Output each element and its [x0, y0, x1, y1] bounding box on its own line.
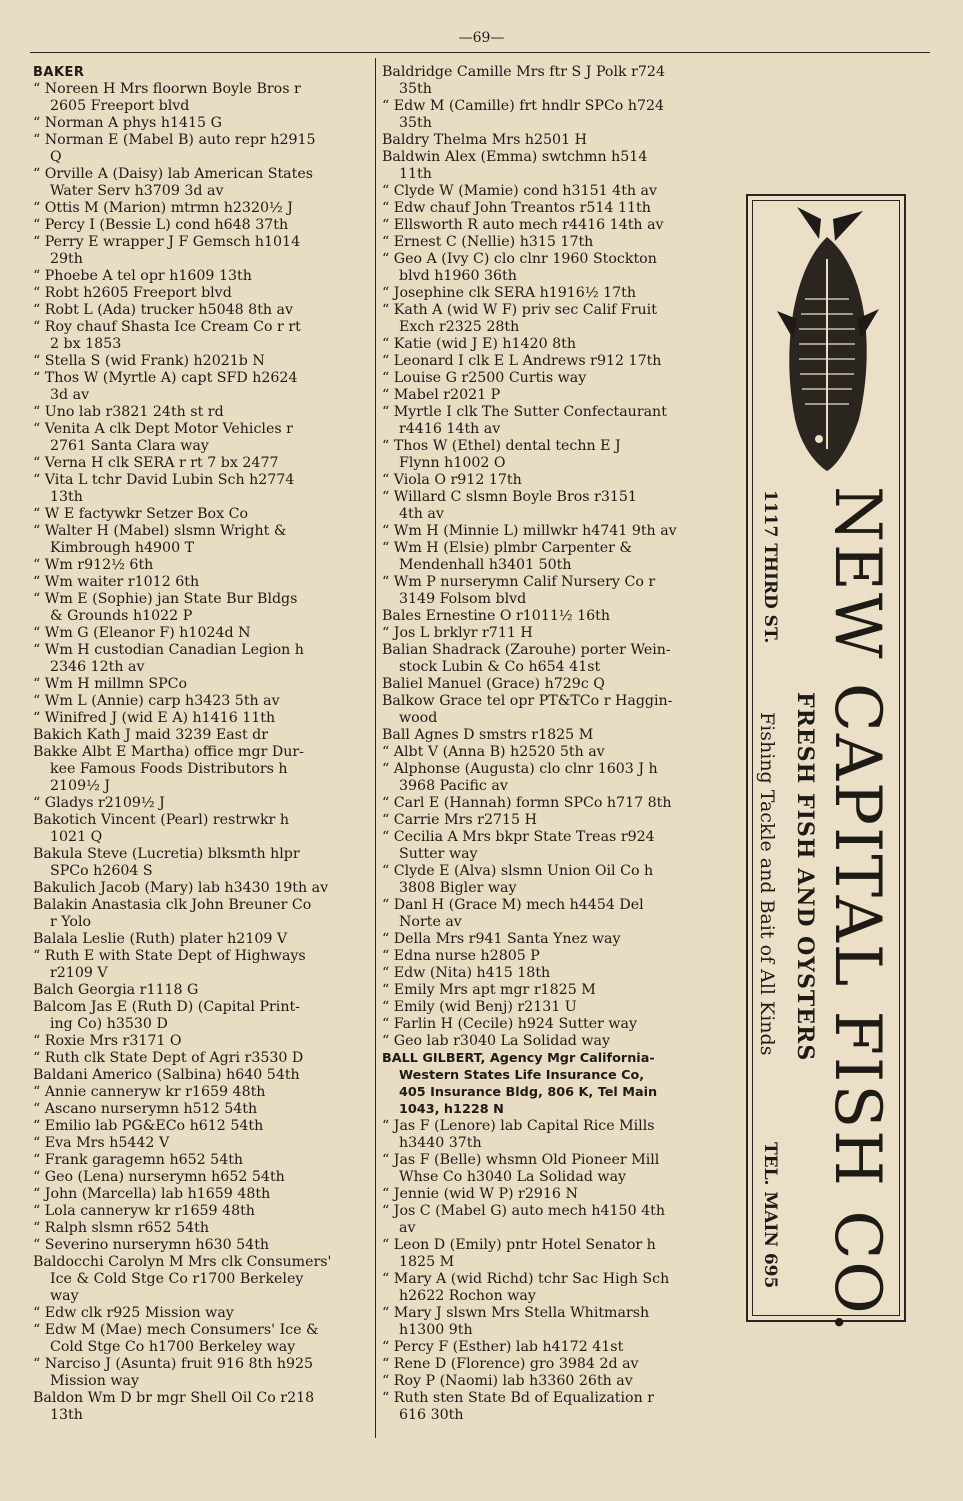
- directory-entry-line: 2109½ J: [50, 778, 111, 794]
- directory-entry-line: Kimbrough h4900 T: [50, 540, 195, 556]
- directory-entry-line: Balcom Jas E (Ruth D) (Capital Print-: [33, 999, 300, 1015]
- directory-entry-line: “ Roy P (Naomi) lab h3360 26th av: [382, 1373, 633, 1389]
- directory-entry-line: “ Ottis M (Marion) mtrmn h2320½ J: [33, 200, 293, 216]
- directory-entry-line: “ Annie canneryw kr r1659 48th: [33, 1084, 266, 1100]
- directory-entry-line: Western States Life Insurance Co,: [399, 1068, 645, 1083]
- directory-entry-line: “ Jas F (Lenore) lab Capital Rice Mills: [382, 1118, 655, 1134]
- directory-entry-line: Baldocchi Carolyn M Mrs clk Consumers': [33, 1254, 332, 1270]
- directory-entry-line: way: [50, 1288, 79, 1304]
- directory-entry-line: “ Jennie (wid W P) r2916 N: [382, 1186, 578, 1202]
- directory-entry-line: Balian Shadrack (Zarouhe) porter Wein-: [382, 642, 671, 658]
- directory-entry-line: “ Ascano nurserymn h512 54th: [33, 1101, 258, 1117]
- directory-entry-line: “ Mabel r2021 P: [382, 387, 501, 403]
- directory-entry-line: Mission way: [50, 1373, 139, 1389]
- directory-entry-line: “ Mary A (wid Richd) tchr Sac High Sch: [382, 1271, 670, 1287]
- directory-entry-line: “ Percy F (Esther) lab h4172 41st: [382, 1339, 624, 1355]
- directory-entry-line: 4th av: [399, 506, 444, 522]
- directory-entry-line: 1825 M: [399, 1254, 455, 1270]
- directory-entry-line: 2346 12th av: [50, 659, 145, 675]
- ad-address: 1117 THIRD ST.: [760, 490, 780, 644]
- directory-entry-line: “ Wm H custodian Canadian Legion h: [33, 642, 304, 658]
- directory-entry-line: “ Lola canneryw kr r1659 48th: [33, 1203, 255, 1219]
- directory-entry-line: SPCo h2604 S: [50, 863, 153, 879]
- directory-entry-line: “ Ruth sten State Bd of Equalization r: [382, 1390, 655, 1406]
- directory-entry-line: Exch r2325 28th: [399, 319, 520, 335]
- directory-entry-line: 3d av: [50, 387, 90, 403]
- directory-entry-line: “ Wm P nurserymn Calif Nursery Co r: [382, 574, 656, 590]
- directory-entry-line: “ Edw chauf John Treantos r514 11th: [382, 200, 651, 216]
- directory-entry-line: Flynn h1002 O: [399, 455, 506, 471]
- directory-entry-line: “ Verna H clk SERA r rt 7 bx 2477: [33, 455, 279, 471]
- directory-entry-line: “ Norman A phys h1415 G: [33, 115, 222, 131]
- directory-entry-line: “ Alphonse (Augusta) clo clnr 1603 J h: [382, 761, 658, 777]
- directory-entry-line: 1043, h1228 N: [399, 1102, 504, 1117]
- fish-company-advertisement: [746, 194, 906, 1335]
- directory-entry-line: BAKER: [33, 65, 85, 80]
- directory-entry-line: Baldwin Alex (Emma) swtchmn h514: [382, 149, 648, 165]
- directory-entry-line: & Grounds h1022 P: [50, 608, 193, 624]
- directory-entry-line: Baldon Wm D br mgr Shell Oil Co r218: [33, 1390, 315, 1406]
- directory-entry-line: “ Wm r912½ 6th: [33, 557, 154, 573]
- directory-entry-line: Ball Agnes D smstrs r1825 M: [382, 727, 594, 743]
- directory-entry-line: “ Wm E (Sophie) jan State Bur Bldgs: [33, 591, 298, 607]
- directory-entry-line: Baldry Thelma Mrs h2501 H: [382, 132, 587, 148]
- directory-entry-line: Cold Stge Co h1700 Berkeley way: [50, 1339, 296, 1355]
- directory-entry-line: Bakula Steve (Lucretia) blksmth hlpr: [33, 846, 300, 862]
- directory-entry-line: Sutter way: [399, 846, 478, 862]
- directory-entry-line: “ Narciso J (Asunta) fruit 916 8th h925: [33, 1356, 314, 1372]
- directory-entry-line: “ Frank garagemn h652 54th: [33, 1152, 244, 1168]
- directory-entry-line: “ Wm waiter r1012 6th: [33, 574, 200, 590]
- directory-entry-line: Q: [50, 149, 62, 165]
- directory-entry-line: 35th: [399, 115, 432, 131]
- directory-entry-line: Balakin Anastasia clk John Breuner Co: [33, 897, 312, 913]
- directory-entry-line: blvd h1960 36th: [399, 268, 517, 284]
- directory-entry-line: “ Roxie Mrs r3171 O: [33, 1033, 182, 1049]
- directory-entry-line: Baldani Americo (Salbina) h640 54th: [33, 1067, 300, 1083]
- directory-entry-line: Bakich Kath J maid 3239 East dr: [33, 727, 269, 743]
- directory-entry-line: h3440 37th: [399, 1135, 482, 1151]
- directory-entry-line: Norte av: [399, 914, 462, 930]
- directory-entry-line: Bales Ernestine O r1011½ 16th: [382, 608, 611, 624]
- directory-entry-line: “ Walter H (Mabel) slsmn Wright &: [33, 523, 287, 539]
- directory-entry-line: “ Viola O r912 17th: [382, 472, 522, 488]
- directory-entry-line: “ Della Mrs r941 Santa Ynez way: [382, 931, 621, 947]
- directory-entry-line: av: [399, 1220, 416, 1236]
- directory-entry-line: r Yolo: [50, 914, 92, 930]
- directory-entry-line: “ Emily Mrs apt mgr r1825 M: [382, 982, 596, 998]
- directory-entry-line: “ Albt V (Anna B) h2520 5th av: [382, 744, 605, 760]
- directory-entry-line: “ Robt h2605 Freeport blvd: [33, 285, 232, 301]
- ad-tagline: Fishing Tackle and Bait of All Kinds: [756, 712, 778, 1056]
- directory-entry-line: Whse Co h3040 La Solidad way: [399, 1169, 627, 1185]
- directory-entry-line: ing Co) h3530 D: [50, 1016, 168, 1032]
- directory-entry-line: “ Edw (Nita) h415 18th: [382, 965, 551, 981]
- directory-entry-line: “ Edw M (Camille) frt hndlr SPCo h724: [382, 98, 665, 114]
- directory-entry-line: Balch Georgia r1118 G: [33, 982, 199, 998]
- directory-entry-line: “ Norman E (Mabel B) auto repr h2915: [33, 132, 316, 148]
- directory-entry-line: “ Stella S (wid Frank) h2021b N: [33, 353, 265, 369]
- directory-entry-line: Balkow Grace tel opr PT&TCo r Haggin-: [382, 693, 673, 709]
- directory-entry-line: “ Robt L (Ada) trucker h5048 8th av: [33, 302, 294, 318]
- directory-entry-line: “ Noreen H Mrs floorwn Boyle Bros r: [33, 81, 301, 97]
- directory-entry-line: “ Orville A (Daisy) lab American States: [33, 166, 314, 182]
- directory-entry-line: “ Phoebe A tel opr h1609 13th: [33, 268, 252, 284]
- directory-entry-line: “ Thos W (Ethel) dental techn E J: [382, 438, 621, 454]
- directory-entry-line: “ Roy chauf Shasta Ice Cream Co r rt: [33, 319, 301, 335]
- directory-entry-line: 1021 Q: [50, 829, 103, 845]
- directory-entry-line: h1300 9th: [399, 1322, 473, 1338]
- directory-entry-line: r2109 V: [50, 965, 108, 981]
- directory-entry-line: 2 bx 1853: [50, 336, 122, 352]
- directory-entry-line: “ Geo A (Ivy C) clo clnr 1960 Stockton: [382, 251, 657, 267]
- directory-entry-line: r4416 14th av: [399, 421, 501, 437]
- directory-entry-line: “ Geo lab r3040 La Solidad way: [382, 1033, 611, 1049]
- directory-entry-line: “ Carrie Mrs r2715 H: [382, 812, 537, 828]
- directory-entry-line: “ Winifred J (wid E A) h1416 11th: [33, 710, 276, 726]
- directory-entry-line: “ Leon D (Emily) pntr Hotel Senator h: [382, 1237, 656, 1253]
- directory-entry-line: “ Kath A (wid W F) priv sec Calif Fruit: [382, 302, 657, 318]
- directory-entry-line: “ Wm H millmn SPCo: [33, 676, 188, 692]
- directory-entry-line: “ Clyde W (Mamie) cond h3151 4th av: [382, 183, 658, 199]
- directory-entry-line: Mendenhall h3401 50th: [399, 557, 572, 573]
- directory-entry-line: “ Thos W (Myrtle A) capt SFD h2624: [33, 370, 298, 386]
- directory-entry-line: “ Cecilia A Mrs bkpr State Treas r924: [382, 829, 655, 845]
- directory-entry-line: h2622 Rochon way: [399, 1288, 536, 1304]
- directory-entry-line: “ Ruth clk State Dept of Agri r3530 D: [33, 1050, 304, 1066]
- directory-entry-line: “ Jos C (Mabel G) auto mech h4150 4th: [382, 1203, 665, 1219]
- directory-entry-line: “ Mary J slswn Mrs Stella Whitmarsh: [382, 1305, 650, 1321]
- directory-entry-line: “ Emily (wid Benj) r2131 U: [382, 999, 577, 1015]
- directory-entry-line: “ Perry E wrapper J F Gemsch h1014: [33, 234, 301, 250]
- directory-entry-line: “ Geo (Lena) nurserymn h652 54th: [33, 1169, 285, 1185]
- directory-entry-line: “ Ruth E with State Dept of Highways: [33, 948, 306, 964]
- column-divider: [375, 58, 376, 1438]
- directory-entry-line: “ Ernest C (Nellie) h315 17th: [382, 234, 594, 250]
- directory-entry-line: “ Wm H (Elsie) plmbr Carpenter &: [382, 540, 633, 556]
- directory-entry-line: “ Vita L tchr David Lubin Sch h2774: [33, 472, 295, 488]
- directory-entry-line: “ Eva Mrs h5442 V: [33, 1135, 170, 1151]
- directory-entry-line: “ Leonard I clk E L Andrews r912 17th: [382, 353, 662, 369]
- ad-phone: TEL. MAIN 695: [760, 1142, 780, 1289]
- directory-entry-line: “ Farlin H (Cecile) h924 Sutter way: [382, 1016, 638, 1032]
- directory-entry-line: “ Danl H (Grace M) mech h4454 Del: [382, 897, 644, 913]
- directory-entry-line: “ Katie (wid J E) h1420 8th: [382, 336, 576, 352]
- directory-entry-line: Bakke Albt E Martha) office mgr Dur-: [33, 744, 304, 760]
- directory-entry-line: “ Carl E (Hannah) formn SPCo h717 8th: [382, 795, 672, 811]
- directory-entry-line: “ Edw M (Mae) mech Consumers' Ice &: [33, 1322, 319, 1338]
- directory-entry-line: “ Clyde E (Alva) slsmn Union Oil Co h: [382, 863, 654, 879]
- fish-icon: [762, 204, 892, 474]
- left-column: [33, 64, 371, 1424]
- directory-entry-line: “ Ellsworth R auto mech r4416 14th av: [382, 217, 664, 233]
- directory-entry-line: “ Jos L brklyr r711 H: [382, 625, 533, 641]
- header-rule: [30, 52, 930, 53]
- directory-entry-line: 2605 Freeport blvd: [50, 98, 190, 114]
- directory-entry-line: wood: [399, 710, 438, 726]
- middle-column: [382, 64, 738, 1424]
- directory-entry-line: “ Wm L (Annie) carp h3423 5th av: [33, 693, 280, 709]
- directory-entry-line: “ Myrtle I clk The Sutter Confectaurant: [382, 404, 667, 420]
- directory-entry-line: “ Edna nurse h2805 P: [382, 948, 540, 964]
- directory-entry-line: “ Emilio lab PG&ECo h612 54th: [33, 1118, 264, 1134]
- ad-subtitle: FRESH FISH AND OYSTERS: [792, 692, 818, 1062]
- directory-entry-line: “ W E factywkr Setzer Box Co: [33, 506, 248, 522]
- directory-entry-line: 616 30th: [399, 1407, 464, 1423]
- directory-entry-line: Baldridge Camille Mrs ftr S J Polk r724: [382, 64, 665, 80]
- ad-company-name: NEW CAPITAL FISH CO.: [820, 486, 894, 1335]
- directory-entry-line: “ John (Marcella) lab h1659 48th: [33, 1186, 271, 1202]
- directory-entry-line: “ Louise G r2500 Curtis way: [382, 370, 587, 386]
- directory-entry-line: “ Gladys r2109½ J: [33, 795, 165, 811]
- directory-entry-line: Balala Leslie (Ruth) plater h2109 V: [33, 931, 288, 947]
- directory-entry-line: stock Lubin & Co h654 41st: [399, 659, 601, 675]
- directory-entry-line: 3968 Pacific av: [399, 778, 508, 794]
- directory-entry-line: “ Rene D (Florence) gro 3984 2d av: [382, 1356, 639, 1372]
- directory-entry-line: “ Wm H (Minnie L) millwkr h4741 9th av: [382, 523, 677, 539]
- directory-entry-line: Water Serv h3709 3d av: [50, 183, 224, 199]
- directory-entry-line: “ Severino nurserymn h630 54th: [33, 1237, 270, 1253]
- directory-entry-line: “ Willard C slsmn Boyle Bros r3151: [382, 489, 637, 505]
- directory-entry-line: kee Famous Foods Distributors h: [50, 761, 288, 777]
- directory-entry-line: 35th: [399, 81, 432, 97]
- directory-entry-line: BALL GILBERT, Agency Mgr California-: [382, 1051, 655, 1066]
- directory-entry-line: Ice & Cold Stge Co r1700 Berkeley: [50, 1271, 304, 1287]
- directory-entry-line: “ Venita A clk Dept Motor Vehicles r: [33, 421, 293, 437]
- directory-entry-line: “ Ralph slsmn r652 54th: [33, 1220, 209, 1236]
- directory-entry-line: Bakotich Vincent (Pearl) restrwkr h: [33, 812, 289, 828]
- directory-entry-line: “ Josephine clk SERA h1916½ 17th: [382, 285, 636, 301]
- directory-entry-line: 13th: [50, 489, 83, 505]
- directory-entry-line: 2761 Santa Clara way: [50, 438, 209, 454]
- page-number: —69—: [458, 30, 505, 46]
- directory-entry-line: 3808 Bigler way: [399, 880, 517, 896]
- directory-entry-line: Baliel Manuel (Grace) h729c Q: [382, 676, 605, 692]
- directory-entry-line: “ Jas F (Belle) whsmn Old Pioneer Mill: [382, 1152, 660, 1168]
- directory-entry-line: 3149 Folsom blvd: [399, 591, 527, 607]
- directory-entry-line: 13th: [50, 1407, 83, 1423]
- directory-entry-line: “ Edw clk r925 Mission way: [33, 1305, 234, 1321]
- directory-entry-line: “ Wm G (Eleanor F) h1024d N: [33, 625, 251, 641]
- directory-entry-line: Bakulich Jacob (Mary) lab h3430 19th av: [33, 880, 329, 896]
- directory-entry-line: “ Percy I (Bessie L) cond h648 37th: [33, 217, 289, 233]
- directory-entry-line: 11th: [399, 166, 432, 182]
- directory-entry-line: “ Uno lab r3821 24th st rd: [33, 404, 224, 420]
- directory-entry-line: 405 Insurance Bldg, 806 K, Tel Main: [399, 1085, 658, 1100]
- directory-entry-line: 29th: [50, 251, 83, 267]
